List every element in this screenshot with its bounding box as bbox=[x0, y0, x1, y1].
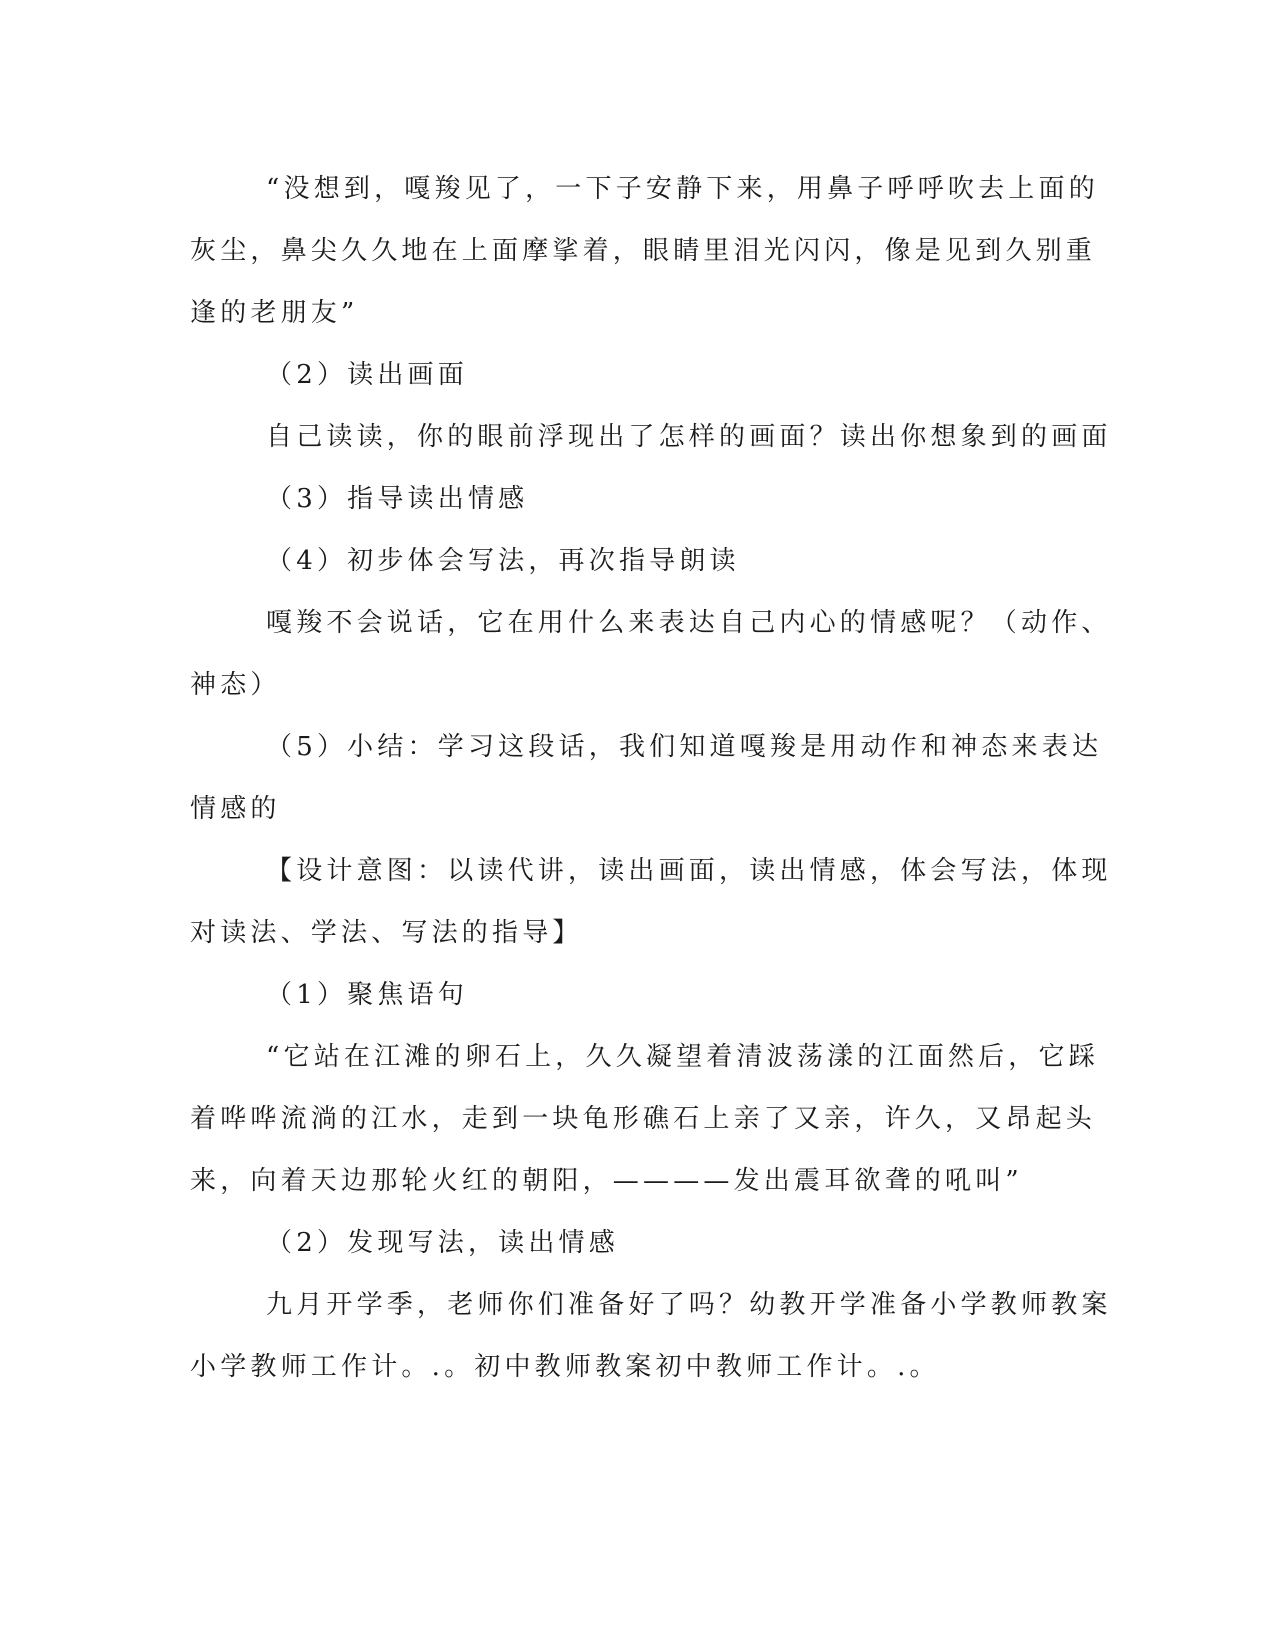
text-line: 逢的老朋友” bbox=[190, 298, 359, 328]
text-line: 着哗哗流淌的江水，走到一块龟形礁石上亲了又亲，许久，又昂起头 bbox=[190, 1104, 1097, 1134]
step-heading bbox=[190, 530, 1080, 592]
quote-paragraph bbox=[190, 1026, 1099, 1212]
ad-paragraph bbox=[190, 1274, 1112, 1398]
text-line: 灰尘，鼻尖久久地在上面摩挲着，眼睛里泪光闪闪，像是见到久别重 bbox=[190, 236, 1097, 266]
text-line: （2）发现写法，读出情感 bbox=[266, 1228, 619, 1258]
text-line: 来，向着天边那轮火红的朝阳，————发出震耳欲聋的吼叫” bbox=[190, 1166, 1023, 1196]
step-heading bbox=[190, 344, 1080, 406]
instruction-paragraph bbox=[190, 406, 1112, 468]
text-line: 对读法、学法、写法的指导】 bbox=[190, 918, 583, 948]
step-heading bbox=[190, 468, 1080, 530]
text-line: 【设计意图：以读代讲，读出画面，读出情感，体会写法，体现 bbox=[266, 856, 1112, 886]
question-paragraph bbox=[190, 592, 1112, 716]
text-line: “没想到，嘎羧见了，一下子安静下来，用鼻子呼呼吹去上面的 bbox=[266, 174, 1099, 204]
step-heading bbox=[190, 1212, 1080, 1274]
summary-paragraph bbox=[190, 716, 1103, 840]
text-line: 嘎羧不会说话，它在用什么来表达自己内心的情感呢？（动作、 bbox=[266, 608, 1112, 638]
text-line: （1）聚焦语句 bbox=[266, 980, 468, 1010]
text-line: 小学教师工作计。.。初中教师教案初中教师工作计。.。 bbox=[190, 1352, 940, 1382]
text-line: 自己读读，你的眼前浮现出了怎样的画面？读出你想象到的画面 bbox=[266, 422, 1112, 452]
text-line: 九月开学季，老师你们准备好了吗？幼教开学准备小学教师教案 bbox=[266, 1290, 1112, 1320]
text-line: “它站在江滩的卵石上，久久凝望着清波荡漾的江面然后，它踩 bbox=[266, 1042, 1099, 1072]
text-line: （4）初步体会写法，再次指导朗读 bbox=[266, 546, 740, 576]
step-heading bbox=[190, 964, 1080, 1026]
text-line: （5）小结：学习这段话，我们知道嘎羧是用动作和神态来表达 bbox=[266, 732, 1103, 762]
quote-paragraph bbox=[190, 158, 1099, 344]
text-line: （3）指导读出情感 bbox=[266, 484, 529, 514]
body-text bbox=[190, 158, 1112, 1398]
text-line: 神态） bbox=[190, 670, 281, 700]
text-line: 情感的 bbox=[190, 794, 281, 824]
design-intent-paragraph bbox=[190, 840, 1112, 964]
text-line: （2）读出画面 bbox=[266, 360, 468, 390]
